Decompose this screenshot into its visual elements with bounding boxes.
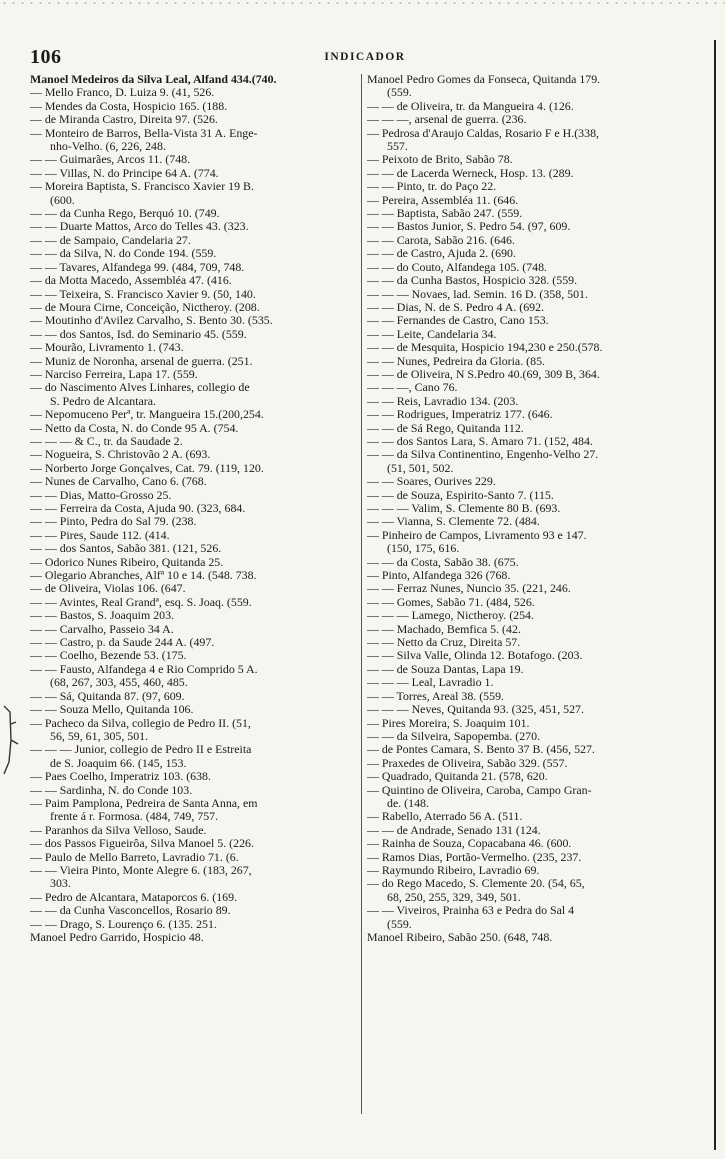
directory-entry: — Raymundo Ribeiro, Lavradio 69.	[367, 863, 540, 877]
directory-entry: — — Nunes, Pedreira da Gloria. (85.	[367, 354, 545, 368]
directory-entry: — — —, Cano 76.	[367, 381, 458, 395]
directory-entry: — — de Oliveira, tr. da Mangueira 4. (126.	[367, 99, 574, 113]
directory-entry: — Mourão, Livramento 1. (743.	[30, 341, 184, 355]
directory-entry: — — de Mesquita, Hospicio 194,230 e 250.(578.	[367, 341, 603, 355]
directory-entry: — — Soares, Ourives 229.	[367, 475, 496, 489]
directory-entry: — Rainha de Souza, Copacabana 46. (600.	[367, 837, 572, 851]
entry-continuation: (559.	[387, 917, 412, 931]
directory-entry: — Paes Coelho, Imperatriz 103. (638.	[30, 770, 211, 784]
directory-entry: — Odorico Nunes Ribeiro, Quitanda 25.	[30, 555, 224, 569]
directory-entry: — — — Valim, S. Clemente 80 B. (693.	[367, 502, 561, 515]
directory-entry: — — — & C., tr. da Saudade 2.	[30, 434, 183, 448]
directory-entry: — — — Novaes, lad. Semin. 16 D. (358, 501.	[367, 287, 588, 301]
top-edge-dots	[0, 0, 725, 6]
directory-entry: — — Teixeira, S. Francisco Xavier 9. (50, 140.	[30, 287, 256, 301]
directory-entry: — — Duarte Mattos, Arco do Telles 43. (323.	[30, 220, 249, 234]
directory-entry: — — de Oliveira, N S.Pedro 40.(69, 309 B, 364.	[367, 367, 600, 381]
directory-entry: — — — Lamego, Nictheroy. (254.	[367, 609, 534, 623]
directory-entry: — — Netto da Cruz, Direita 57.	[367, 636, 521, 650]
directory-entry: — Monteiro de Barros, Bella-Vista 31 A. Enge-	[30, 126, 258, 140]
directory-entry: — Nunes de Carvalho, Cano 6. (768.	[30, 475, 207, 489]
entry-continuation: de S. Joaquim 66. (145, 153.	[50, 756, 187, 770]
directory-entry: — — da Silva Continentino, Engenho-Velho 27.	[367, 448, 599, 462]
directory-entry: — — Carota, Sabão 216. (646.	[367, 233, 515, 247]
directory-entry: — — — Neves, Quitanda 93. (325, 451, 527.	[367, 703, 584, 717]
directory-entry: — — Sardinha, N. do Conde 103.	[30, 783, 193, 797]
directory-entry: — Mello Franco, D. Luiza 9. (41, 526.	[30, 86, 215, 100]
directory-entry: — — dos Santos Lara, S. Amaro 71. (152, 484.	[367, 434, 593, 448]
directory-entry: — Pinto, Alfandega 326 (768.	[367, 569, 511, 583]
directory-entry: — — de Castro, Ajuda 2. (690.	[367, 247, 516, 261]
directory-entry: Manoel Ribeiro, Sabão 250. (648, 748.	[367, 931, 553, 944]
directory-entry: — — de Andrade, Senado 131 (124.	[367, 823, 541, 837]
margin-ink-mark	[0, 700, 30, 780]
directory-entry: — — da Cunha Vasconcellos, Rosario 89.	[30, 904, 231, 918]
directory-entry: — — Dias, N. de S. Pedro 4 A. (692.	[367, 300, 545, 314]
directory-entry: — — —, arsenal de guerra. (236.	[367, 113, 527, 127]
directory-entry: — — Vianna, S. Clemente 72. (484.	[367, 515, 540, 529]
directory-entry: — — Viveiros, Prainha 63 e Pedra do Sal 4	[367, 904, 575, 918]
directory-entry: — — Villas, N. do Principe 64 A. (774.	[30, 166, 219, 180]
entry-continuation: de. (148.	[387, 796, 429, 810]
entry-continuation: frente á r. Formosa. (484, 749, 757.	[50, 810, 219, 824]
entry-continuation: (68, 267, 303, 455, 460, 485.	[50, 676, 188, 690]
entry-continuation: 303.	[50, 877, 71, 891]
directory-entry: — — da Silveira, Sapopemba. (270.	[367, 729, 541, 743]
directory-entry: — de Moura Cirne, Conceição, Nictheroy. (208.	[30, 300, 260, 314]
directory-entry: — — Pinto, Pedra do Sal 79. (238.	[30, 515, 197, 529]
directory-entry: — Pereira, Assembléa 11. (646.	[367, 193, 519, 207]
directory-entry: — Norberto Jorge Gonçalves, Cat. 79. (119, 120.	[30, 461, 264, 475]
directory-entry: Manoel Pedro Gomes da Fonseca, Quitanda 179.	[367, 73, 601, 86]
directory-entry: — Pires Moreira, S. Joaquim 101.	[367, 716, 530, 730]
directory-entry: — — Bastos Junior, S. Pedro 54. (97, 609.	[367, 220, 571, 234]
page-edge-line	[714, 40, 716, 1150]
directory-entry: — — Guimarães, Arcos 11. (748.	[30, 153, 191, 167]
directory-entry: — dos Passos Figueirôa, Silva Manoel 5. (226.	[30, 837, 254, 851]
entry-continuation: 557.	[387, 140, 408, 154]
directory-entry: — do Rego Macedo, S. Clemente 20. (54, 65,	[367, 877, 585, 891]
right-column	[367, 73, 703, 1113]
directory-entry: — — Coelho, Bezende 53. (175.	[30, 649, 187, 663]
directory-entry: — Quintino de Oliveira, Caroba, Campo Gran-	[367, 783, 592, 797]
page-number: 106	[30, 46, 62, 68]
directory-entry: — Rabello, Aterrado 56 A. (511.	[367, 810, 523, 824]
directory-entry: — — de Lacerda Werneck, Hosp. 13. (289.	[367, 166, 574, 180]
directory-entry: — — Torres, Areal 38. (559.	[367, 689, 504, 703]
directory-entry: — Pedrosa d'Araujo Caldas, Rosario F e H.(338,	[367, 126, 599, 140]
directory-entry: — — Ferraz Nunes, Nuncio 35. (221, 246.	[367, 582, 571, 596]
directory-entry: — — Bastos, S. Joaquim 203.	[30, 609, 175, 623]
directory-entry: — — Vieira Pinto, Monte Alegre 6. (183, 267,	[30, 863, 252, 877]
directory-entry: — — Pires, Saude 112. (414.	[30, 528, 170, 542]
directory-entry: — — de Souza Dantas, Lapa 19.	[367, 662, 524, 676]
directory-entry: — — da Costa, Sabão 38. (675.	[367, 555, 519, 569]
page-header	[30, 46, 700, 68]
directory-entry: — Pinheiro de Campos, Livramento 93 e 147.	[367, 528, 587, 542]
directory-entry: — — de Sampaio, Candelaria 27.	[30, 233, 191, 247]
directory-entry: — Peixoto de Brito, Sabão 78.	[367, 153, 513, 167]
directory-entry: — — Souza Mello, Quitanda 106.	[30, 703, 194, 717]
directory-entry: — Ramos Dias, Portão-Vermelho. (235, 237.	[367, 850, 582, 864]
directory-entry: — — Avintes, Real Grandª, esq. S. Joaq. (559.	[30, 595, 252, 609]
directory-entry: — — — Junior, collegio de Pedro II e Estreita	[30, 743, 252, 757]
directory-entry: — — Tavares, Alfandega 99. (484, 709, 748.	[30, 260, 245, 274]
directory-entry: — Pacheco da Silva, collegio de Pedro II. (51,	[30, 716, 251, 730]
directory-entry: — Muniz de Noronha, arsenal de guerra. (251.	[30, 354, 253, 368]
entry-continuation: (600.	[50, 193, 75, 207]
directory-entry: — — Silva Valle, Olinda 12. Botafogo. (203.	[367, 649, 583, 663]
directory-entry: Manoel Pedro Garrido, Hospicio 48.	[30, 931, 204, 944]
entry-continuation: 68, 250, 255, 329, 349, 501.	[387, 890, 521, 904]
directory-entry: — — Rodrigues, Imperatriz 177. (646.	[367, 408, 553, 422]
directory-entry: — — Reis, Lavradio 134. (203.	[367, 394, 519, 408]
directory-entry: — — do Couto, Alfandega 105. (748.	[367, 260, 547, 274]
directory-entry: — — de Sá Rego, Quitanda 112.	[367, 421, 524, 435]
directory-entry: — Nepomuceno Perª, tr. Mangueira 15.(200,254.	[30, 408, 264, 422]
directory-entry: — de Pontes Camara, S. Bento 37 B. (456, 527.	[367, 743, 595, 757]
directory-entry: — — — Leal, Lavradio 1.	[367, 676, 494, 690]
directory-entry: — — Baptista, Sabão 247. (559.	[367, 207, 523, 221]
directory-entry: — — de Souza, Espirito-Santo 7. (115.	[367, 488, 554, 502]
directory-entry: — — Pinto, tr. do Paço 22.	[367, 180, 497, 194]
directory-entry: — de Oliveira, Violas 106. (647.	[30, 582, 186, 596]
entry-continuation: (51, 501, 502.	[387, 461, 454, 475]
directory-entry: — — da Cunha Bastos, Hospicio 328. (559.	[367, 274, 578, 288]
directory-entry: — Praxedes de Oliveira, Sabão 329. (557.	[367, 756, 568, 770]
directory-entry: — Moutinho d'Avilez Carvalho, S. Bento 30. (535.	[30, 314, 273, 328]
entry-continuation: 56, 59, 61, 305, 501.	[50, 729, 149, 743]
directory-entry: — Pedro de Alcantara, Mataporcos 6. (169.	[30, 890, 238, 904]
directory-entry: — — Drago, S. Lourenço 6. (135. 251.	[30, 917, 217, 931]
entry-continuation: (150, 175, 616.	[387, 542, 460, 556]
directory-entry: — — da Cunha Rego, Berquó 10. (749.	[30, 207, 220, 221]
directory-entry: — Paranhos da Silva Velloso, Saude.	[30, 823, 207, 837]
directory-entry: — — Sá, Quitanda 87. (97, 609.	[30, 689, 185, 703]
directory-entry: — — Leite, Candelaria 34.	[367, 327, 497, 341]
directory-entry: — — Machado, Bemfica 5. (42.	[367, 622, 521, 636]
entry-continuation: nho-Velho. (6, 226, 248.	[50, 140, 166, 154]
directory-entry: — — Castro, p. da Saude 244 A. (497.	[30, 636, 215, 650]
directory-entry: — — Dias, Matto-Grosso 25.	[30, 488, 172, 502]
directory-entry: — — Fausto, Alfandega 4 e Rio Comprido 5 A.	[30, 662, 258, 676]
directory-entry: — Narciso Ferreira, Lapa 17. (559.	[30, 367, 198, 381]
directory-entry: — — Gomes, Sabão 71. (484, 526.	[367, 595, 535, 609]
directory-entry: — da Motta Macedo, Assembléa 47. (416.	[30, 274, 232, 288]
left-column	[30, 73, 366, 1113]
directory-entry: — Paim Pamplona, Pedreira de Santa Anna, em	[30, 796, 258, 810]
directory-entry: — Nogueira, S. Christovão 2 A. (693.	[30, 448, 211, 462]
directory-entry: — — da Silva, N. do Conde 194. (559.	[30, 247, 217, 261]
directory-entry: — Paulo de Mello Barreto, Lavradio 71. (6.	[30, 850, 239, 864]
directory-entry: — do Nascimento Alves Linhares, collegio de	[30, 381, 250, 395]
directory-entry: — — Fernandes de Castro, Cano 153.	[367, 314, 549, 328]
column-divider	[361, 74, 362, 1114]
directory-entry: — — dos Santos, Sabão 381. (121, 526.	[30, 542, 222, 556]
entry-continuation: S. Pedro de Alcantara.	[50, 394, 156, 408]
directory-entry: — — Carvalho, Passeio 34 A.	[30, 622, 174, 636]
directory-entry: — — dos Santos, Isd. do Seminario 45. (559.	[30, 327, 247, 341]
directory-entry: Manoel Medeiros da Silva Leal, Alfand 434.(740.	[30, 73, 277, 86]
directory-entry: — Olegario Abranches, Alfª 10 e 14. (548. 738.	[30, 569, 257, 583]
running-head: INDICADOR	[324, 51, 406, 63]
entry-continuation: (559.	[387, 86, 412, 100]
directory-entry: — Quadrado, Quitanda 21. (578, 620.	[367, 770, 548, 784]
directory-entry: — Netto da Costa, N. do Conde 95 A. (754.	[30, 421, 239, 435]
directory-entry: — Mendes da Costa, Hospicio 165. (188.	[30, 99, 228, 113]
directory-entry: — de Miranda Castro, Direita 97. (526.	[30, 113, 218, 127]
directory-entry: — — Ferreira da Costa, Ajuda 90. (323, 684.	[30, 502, 246, 515]
directory-entry: — Moreira Baptista, S. Francisco Xavier 19 B.	[30, 180, 254, 194]
